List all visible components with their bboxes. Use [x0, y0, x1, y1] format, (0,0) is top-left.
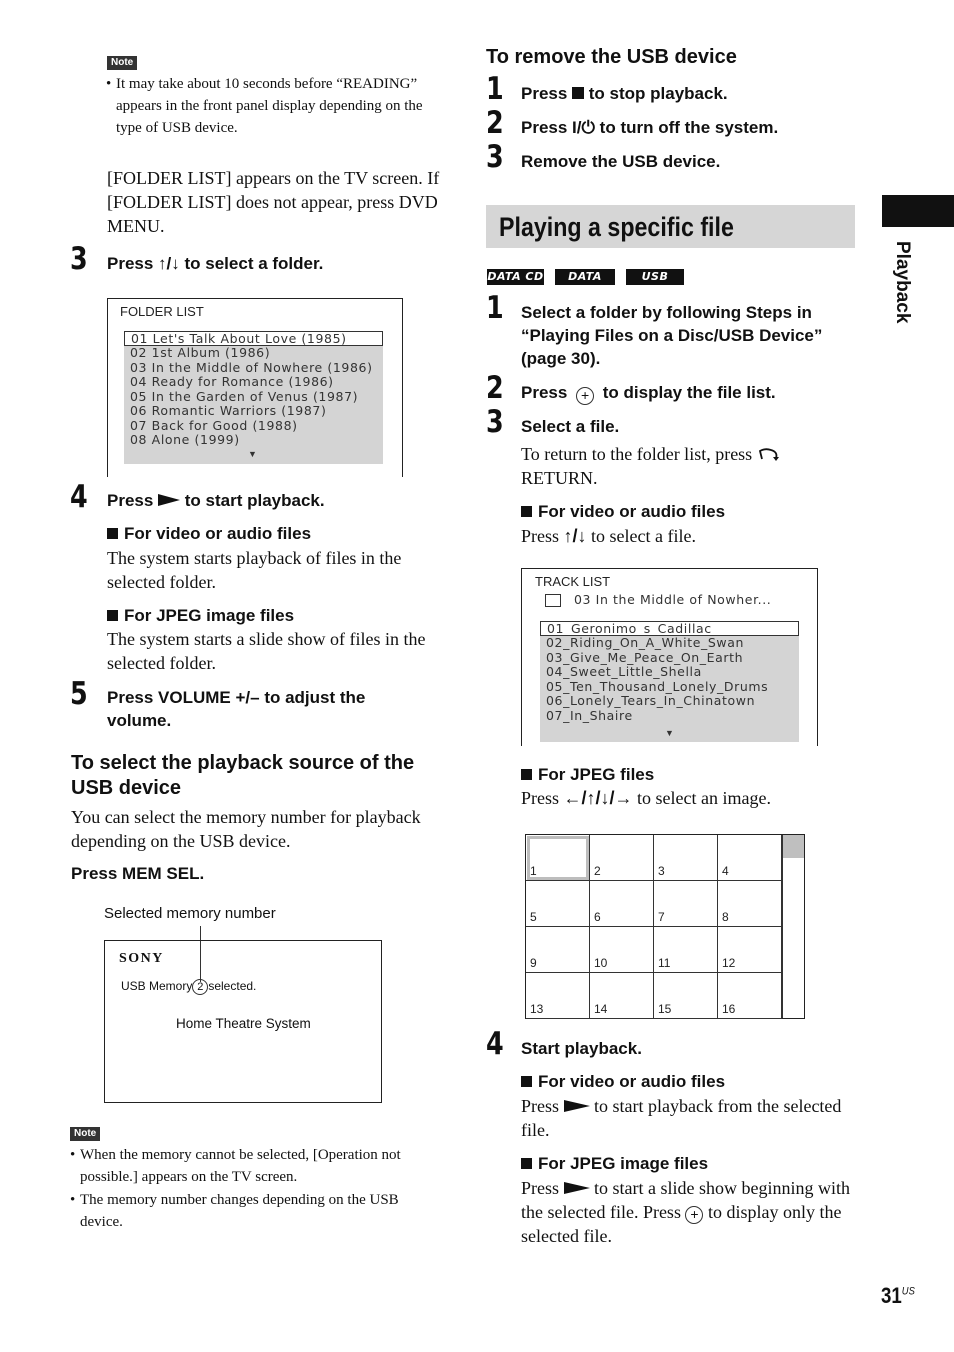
- step-number: 5: [70, 676, 88, 712]
- subheading: For JPEG files: [521, 764, 654, 786]
- track-list: [540, 621, 799, 742]
- note-item: • When the memory cannot be selected, [Operation not possible.] appears on the TV screen.: [70, 1147, 401, 1185]
- thumbnail-number: 16: [722, 1002, 736, 1016]
- track-list-row[interactable]: 04_Sweet_Little_Shella: [546, 664, 702, 679]
- subheading: For video or audio files: [521, 501, 725, 523]
- side-tab-bar: [882, 195, 954, 227]
- instruction: Press MEM SEL.: [71, 864, 205, 883]
- stop-icon: [572, 87, 584, 99]
- thumbnail-cell[interactable]: [718, 973, 782, 1019]
- scrollbar-thumb: [783, 835, 804, 858]
- folder-list-title: FOLDER LIST: [120, 304, 204, 319]
- thumbnail-cell[interactable]: [526, 881, 590, 927]
- track-list-row[interactable]: 05_Ten_Thousand_Lonely_Drums: [546, 678, 769, 694]
- step-instruction: Remove the USB device.: [521, 152, 721, 171]
- step-number: 2: [486, 105, 504, 141]
- thumbnail-number: 3: [658, 864, 665, 878]
- page-number: $31^{US}$: [881, 1283, 915, 1308]
- step-number: 4: [486, 1026, 504, 1062]
- thumbnail-number: 4: [722, 864, 729, 878]
- badge-data-dvd: DATA DVD: [555, 269, 615, 285]
- thumbnail-number: 1: [530, 864, 537, 878]
- folder-list-row[interactable]: 04 Ready for Romance (1986): [130, 374, 334, 389]
- step-instruction: Press + to display the file list.: [521, 383, 776, 403]
- track-list-title: TRACK LIST: [535, 574, 611, 589]
- thumbnail-grid: [525, 834, 805, 1019]
- thumbnail-number: 5: [530, 910, 537, 924]
- section-heading: To select the playback source of the USB device: [71, 752, 415, 799]
- subheading: For video or audio files: [521, 1071, 725, 1093]
- thumbnail-number: 6: [594, 910, 601, 924]
- thumbnail-cell[interactable]: [526, 927, 590, 973]
- note-item: • The memory number changes depending on the USB device.: [70, 1192, 399, 1230]
- body-text: The system starts a slide show of files in the selected folder.: [107, 629, 426, 673]
- thumbnail-cell[interactable]: [654, 835, 718, 881]
- step-instruction: Select a folder by following Steps in “Playing Files on a Disc/USB Device” (page 30).: [521, 303, 823, 368]
- step-instruction: Start playback.: [521, 1039, 642, 1058]
- step-instruction: Press VOLUME +/– to adjust the volume.: [107, 688, 366, 730]
- step-instruction: Press to start playback.: [107, 491, 325, 510]
- thumbnail-number: 2: [594, 864, 601, 878]
- folder-list-row[interactable]: 06 Romantic Warriors (1987): [130, 403, 327, 418]
- scrollbar: [782, 835, 804, 1018]
- square-bullet-icon: [521, 506, 532, 517]
- note-label: Note: [107, 56, 137, 70]
- return-icon: [757, 447, 783, 461]
- thumbnail-cell[interactable]: [526, 973, 590, 1019]
- folder-list-row[interactable]: 01 Let's Talk About Love (1985): [124, 331, 383, 346]
- step-instruction: Select a file.: [521, 417, 620, 436]
- play-icon: [564, 1181, 590, 1195]
- folder-list-paragraph: [FOLDER LIST] appears on the TV screen. If [FOLDER LIST] does not appear, press DVD MENU.: [107, 168, 440, 236]
- step-number: 3: [486, 139, 504, 175]
- track-list-row[interactable]: 06_Lonely_Tears_In_Chinatown: [546, 693, 756, 708]
- memory-number-badge: 2: [192, 979, 208, 995]
- thumbnail-number: 10: [594, 956, 608, 970]
- thumbnail-cell[interactable]: [718, 835, 782, 881]
- play-icon: [564, 1099, 590, 1113]
- enter-button-icon: +: [576, 387, 594, 405]
- step-number: 1: [486, 290, 504, 326]
- square-bullet-icon: [521, 1158, 532, 1169]
- play-icon: [158, 493, 180, 507]
- body-text: Press to start playback from the selected file.: [521, 1096, 842, 1140]
- thumbnail-cell[interactable]: [590, 927, 654, 973]
- thumbnail-number: 13: [530, 1002, 544, 1016]
- thumbnail-cell[interactable]: [526, 835, 590, 881]
- tv-screen: [104, 940, 382, 1103]
- step-instruction: Press I/⏻ to turn off the system.: [521, 118, 779, 137]
- body-text: To return to the folder list, press RETURN.: [521, 442, 851, 490]
- badge-usb: USB: [626, 269, 684, 285]
- folder-icon: [545, 594, 561, 607]
- up-down-arrow-icon: ↑/↓: [563, 526, 587, 546]
- home-theatre-label: Home Theatre System: [176, 1016, 311, 1031]
- step-instruction: Press ↑/↓ to select a folder.: [107, 254, 324, 273]
- folder-list-row[interactable]: 07 Back for Good (1988): [130, 417, 298, 433]
- up-down-arrow-icon: ↑/↓: [158, 254, 180, 273]
- step-number: 1: [486, 71, 504, 107]
- callout-label: Selected memory number: [104, 905, 276, 922]
- square-bullet-icon: [107, 610, 118, 621]
- track-list-row[interactable]: 02_Riding_On_A_White_Swan: [546, 635, 744, 650]
- subheading: For JPEG image files: [107, 605, 294, 627]
- section-heading: To remove the USB device: [486, 46, 737, 68]
- thumbnail-cell[interactable]: [654, 973, 718, 1019]
- scroll-down-icon: ▼: [248, 449, 257, 459]
- note-text: • It may take about 10 seconds before “READING” appears in the front panel display depending on the type of USB device.: [106, 76, 423, 136]
- thumbnail-cell[interactable]: [718, 881, 782, 927]
- power-icon: I/⏻: [572, 118, 595, 137]
- step-number: 4: [70, 479, 88, 515]
- section-title: Playing a specific file: [499, 212, 734, 242]
- folder-list: [124, 331, 383, 464]
- side-tab-label: Playback: [892, 241, 913, 324]
- thumbnail-number: 15: [658, 1002, 672, 1016]
- track-list-row[interactable]: 03_Give_Me_Peace_On_Earth: [546, 649, 744, 665]
- folder-list-row[interactable]: 08 Alone (1999): [130, 432, 240, 447]
- square-bullet-icon: [107, 528, 118, 539]
- subheading: For video or audio files: [107, 523, 311, 545]
- folder-list-screen: [107, 298, 403, 477]
- step-number: 3: [70, 241, 88, 277]
- section-title-bar: [486, 205, 855, 248]
- thumbnail-number: 12: [722, 956, 736, 970]
- folder-list-row[interactable]: 02 1st Album (1986): [130, 345, 271, 360]
- thumbnail-number: 9: [530, 956, 537, 970]
- thumbnail-cell[interactable]: [590, 973, 654, 1019]
- track-list-screen: [521, 568, 818, 746]
- thumbnail-number: 14: [594, 1002, 608, 1016]
- subheading: For JPEG image files: [521, 1153, 708, 1175]
- current-folder: 03 In the Middle of Nowher...: [574, 592, 772, 607]
- badge-data-cd: DATA CD: [487, 270, 544, 283]
- thumbnail-cell[interactable]: [654, 881, 718, 927]
- thumbnail-cell[interactable]: [590, 835, 654, 881]
- thumbnail-number: 8: [722, 910, 729, 924]
- track-list-row[interactable]: 01_Geronimo_s_Cadillac: [540, 621, 799, 636]
- square-bullet-icon: [521, 1076, 532, 1087]
- track-list-row[interactable]: 07_In_Shaire: [546, 707, 633, 723]
- thumbnail-number: 7: [658, 910, 665, 924]
- body-text: Press ←/↑/↓/→ to select an image.: [521, 788, 771, 808]
- thumbnail-cell[interactable]: [654, 927, 718, 973]
- body-text: You can select the memory number for playback depending on the USB device.: [71, 807, 421, 851]
- square-bullet-icon: [521, 769, 532, 780]
- step-instruction: Press to stop playback.: [521, 84, 728, 103]
- body-text: The system starts playback of files in the selected folder.: [107, 548, 402, 592]
- thumbnail-cell[interactable]: [718, 927, 782, 973]
- thumbnail-number: 11: [658, 956, 671, 970]
- arrow-keys-icon: ←/↑/↓/→: [563, 788, 633, 808]
- step-number: 2: [486, 370, 504, 406]
- body-text: Press to start a slide show beginning with the selected file. Press + to display only the selected file.: [521, 1178, 850, 1246]
- note-label: Note: [70, 1127, 100, 1141]
- thumbnail-cell[interactable]: [590, 881, 654, 927]
- enter-button-icon: +: [685, 1206, 703, 1224]
- sony-logo: SONY: [119, 951, 164, 966]
- folder-list-row[interactable]: 05 In the Garden of Venus (1987): [130, 388, 359, 404]
- usb-memory-message: USB Memory 2 selected.: [121, 979, 257, 993]
- scroll-down-icon: ▼: [665, 728, 674, 738]
- folder-list-row[interactable]: 03 In the Middle of Nowhere (1986): [130, 359, 373, 375]
- step-number: 3: [486, 404, 504, 440]
- body-text: Press ↑/↓ to select a file.: [521, 526, 696, 546]
